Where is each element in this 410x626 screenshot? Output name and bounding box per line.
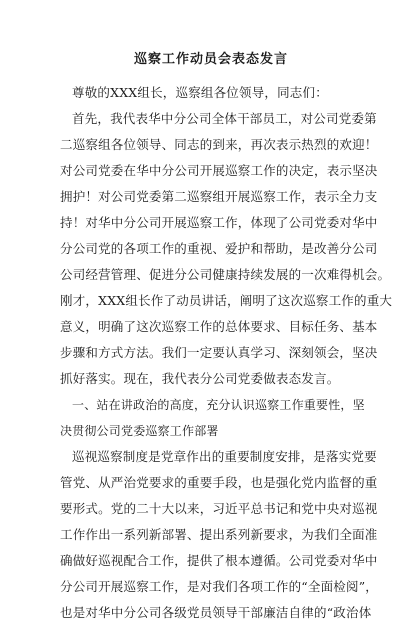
salutation-line: 尊敬的XXX组长，巡察组各位领导，同志们： (72, 85, 328, 100)
paragraph-line: 工作作出一系列新部署、提出系列新要求，为我们全面准 (60, 527, 378, 542)
paragraph-line: 巡视巡察制度是党章作出的重要制度安排，是落实党要 (72, 449, 377, 464)
paragraph-line: 步骤和方式方法。我们一定要认真学习、深刻领会，坚决 (60, 345, 378, 360)
paragraph-line: 持！对华中分公司开展巡察工作，体现了公司党委对华中 (60, 215, 378, 230)
section-heading-line: 决贯彻公司党委巡察工作部署 (60, 424, 219, 438)
paragraph-line: 也是对华中分公司各级党员领导干部廉洁自律的“政治体 (60, 605, 372, 620)
section-heading-line: 一、站在讲政治的高度，充分认识巡察工作重要性，坚 (72, 398, 365, 412)
paragraph-line: 确做好巡视配合工作，提供了根本遵循。公司党委对华中 (60, 553, 378, 568)
paragraph-line: 公司经营管理、促进分公司健康持续发展的一次难得机会。 (60, 267, 391, 282)
paragraph-line: 分公司开展巡察工作，是对我们各项工作的“全面检阅”， (60, 579, 378, 594)
paragraph-line: 管党、从严治党要求的重要手段，也是强化党内监督的重 (60, 475, 378, 490)
paragraph-line: 要形式。党的二十大以来，习近平总书记和党中央对巡视 (60, 501, 378, 516)
paragraph-line: 拥护！对公司党委第二巡察组开展巡察工作，表示全力支 (60, 189, 378, 204)
paragraph-line: 抓好落实。现在，我代表分公司党委做表态发言。 (60, 371, 340, 386)
paragraph-line: 对公司党委在华中分公司开展巡察工作的决定，表示坚决 (60, 163, 378, 178)
paragraph-line: 二巡察组各位领导、同志的到来，再次表示热烈的欢迎！ (60, 137, 378, 152)
paragraph-line: 意义，明确了这次巡察工作的总体要求、目标任务、基本 (60, 319, 378, 334)
paragraph-line: 首先，我代表华中分公司全体干部员工，对公司党委第 (72, 111, 377, 126)
paragraph-line: 刚才，XXX组长作了动员讲话，阐明了这次巡察工作的重大 (60, 293, 393, 308)
paragraph-line: 分公司党的各项工作的重视、爱护和帮助，是改善分公司 (60, 241, 378, 256)
document-title: 巡察工作动员会表态发言 (133, 52, 288, 67)
